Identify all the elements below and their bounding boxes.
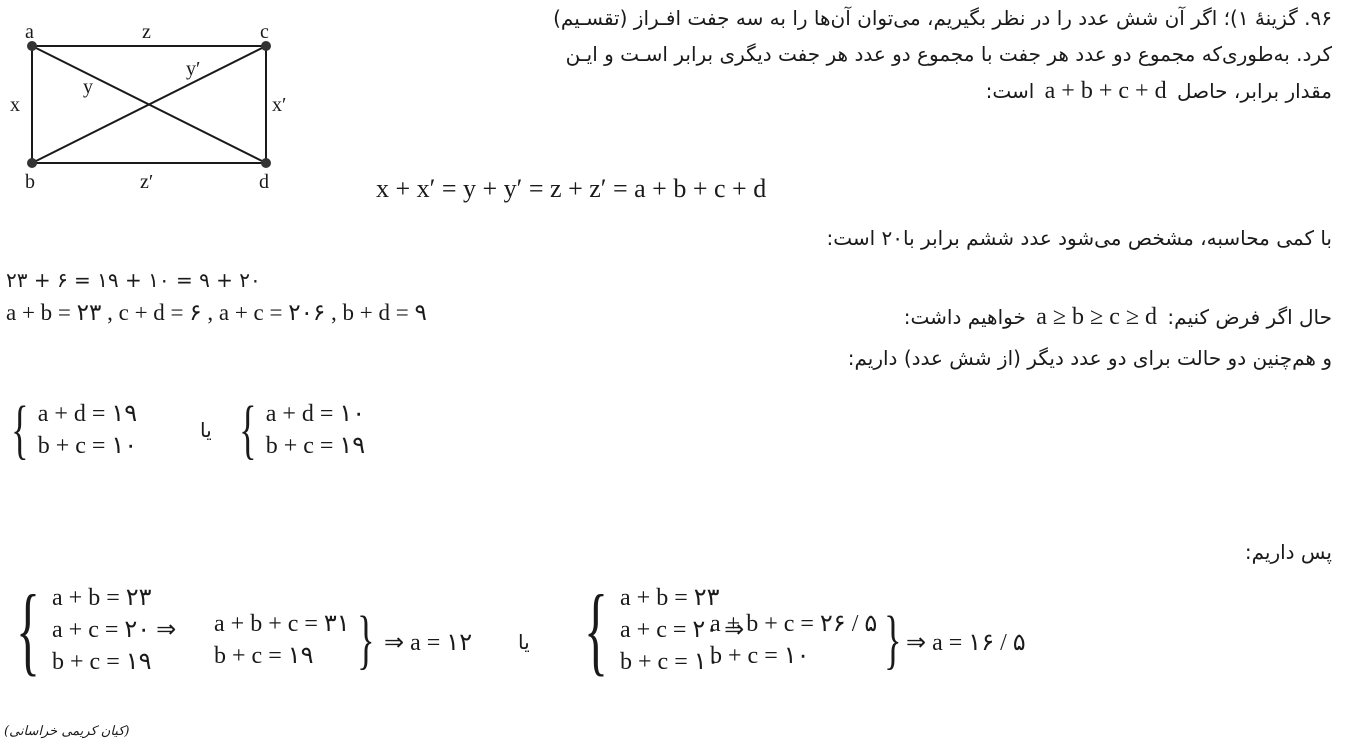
paragraph-line-3-prefix: مقدار برابر، حاصل [1176,79,1332,103]
brace-right: } [356,603,375,676]
edge-label-x: x [10,94,20,116]
edge-label-z-prime: z′ [140,171,154,193]
cases-1-left-row-1: a + d = ۱۹ [37,401,138,427]
vertex-b-dot [27,158,37,168]
cases-2-right-row-2: a + c = ۲۰ ⇒ [620,617,745,643]
vertex-label-d: d [259,171,269,193]
cases-2-left-system [4,574,177,685]
vertex-label-b: b [25,171,35,193]
assumption-math: a ≥ b ≥ c ≥ d [1036,304,1158,330]
main-equation: x + x′ = y + y′ = z + z′ = a + b + c + d [376,174,767,203]
brace-right: } [884,603,902,676]
author-signature: (کیان کریمی خراسانی) [4,724,130,739]
cases-1-right [232,393,366,466]
brace-left: { [16,574,40,685]
cases-2-right-result: ⇒ a = ۱۶ / ۵ [906,630,1026,656]
vertex-label-a: a [25,21,34,43]
assumption-suffix: خواهیم داشت: [903,305,1026,329]
edge-label-z: z [142,21,151,43]
cases-2-left-mid-row-1: a + b + c = ۳۱ [214,611,350,637]
edge-label-y-prime: y′ [186,58,201,80]
pairs-equation: a + b = ۲۳ , c + d = ۶ , a + c = ۲۰۶ , b + d = ۹ [6,300,427,325]
brace-left: { [584,574,608,685]
edge-label-x-prime: x′ [272,94,287,116]
paragraph-line-3-suffix: است: [985,79,1035,103]
edge-label-y: y [83,76,93,98]
cases-2-left-result: ⇒ a = ۱۲ [384,630,473,656]
cases-1-or: یا [200,418,212,442]
assumption-prefix: حال اگر فرض کنیم: [1167,305,1332,329]
cases-2-right-mid [710,603,909,676]
paragraph-line-2: کرد. به‌طوری‌که مجموع دو عدد هر جفت با مجموع دو عدد هر جفت دیگری برابر اسـت و ایـن [565,42,1332,66]
cases-2-right-row-1: a + b = ۲۳ [620,585,720,611]
cases-2-right-mid-row-1: a + b + c = ۲۶ / ۵ [710,611,878,637]
cases-2-left-mid [214,603,381,676]
vertex-d-dot [261,158,271,168]
vertex-label-c: c [260,21,269,43]
rectangle-diagram [0,0,310,200]
brace-left: { [239,393,257,466]
cases-2-left-row-2: a + c = ۲۰ ⇒ [52,617,177,643]
cases-2-right-mid-row-2: b + c = ۱۰ [710,643,810,669]
cases-2-or: یا [518,630,530,654]
so-we-have-line: پس داریم: [1244,540,1332,564]
paragraph-line-3 [986,78,1332,105]
cases-1-right-row-1: a + d = ۱۰ [265,401,366,427]
two-cases-line: و هم‌چنین دو حالت برای دو عدد دیگر (از شش عدد) داریم: [847,346,1332,370]
cases-2-right-row-3: b + c = ۱۰ [620,649,720,675]
cases-2-left-row-3: b + c = ۱۹ [52,649,152,675]
cases-1-left [4,393,138,466]
sixth-number-line: با کمی محاسبه، مشخص می‌شود عدد ششم برابر با۲۰ است: [826,226,1332,250]
cases-2-left-row-1: a + b = ۲۳ [52,585,152,611]
paragraph-line-3-math: a + b + c + d [1044,78,1167,104]
brace-left: { [11,393,29,466]
cases-2-left-mid-row-2: b + c = ۱۹ [214,643,314,669]
cases-1-left-row-2: b + c = ۱۰ [37,433,138,459]
sums-equation: ۲۳ + ۶ = ۱۹ + ۱۰ = ۹ + ۲۰ [6,268,261,292]
paragraph-line-1: ۹۶. گزینهٔ ۱)؛ اگر آن شش عدد را در نظر بگیریم، می‌توان آن‌ها را به سه جفت افـراز (تقسـیم) [553,6,1332,30]
cases-1-right-row-2: b + c = ۱۹ [265,433,366,459]
assumption-line [904,304,1332,331]
